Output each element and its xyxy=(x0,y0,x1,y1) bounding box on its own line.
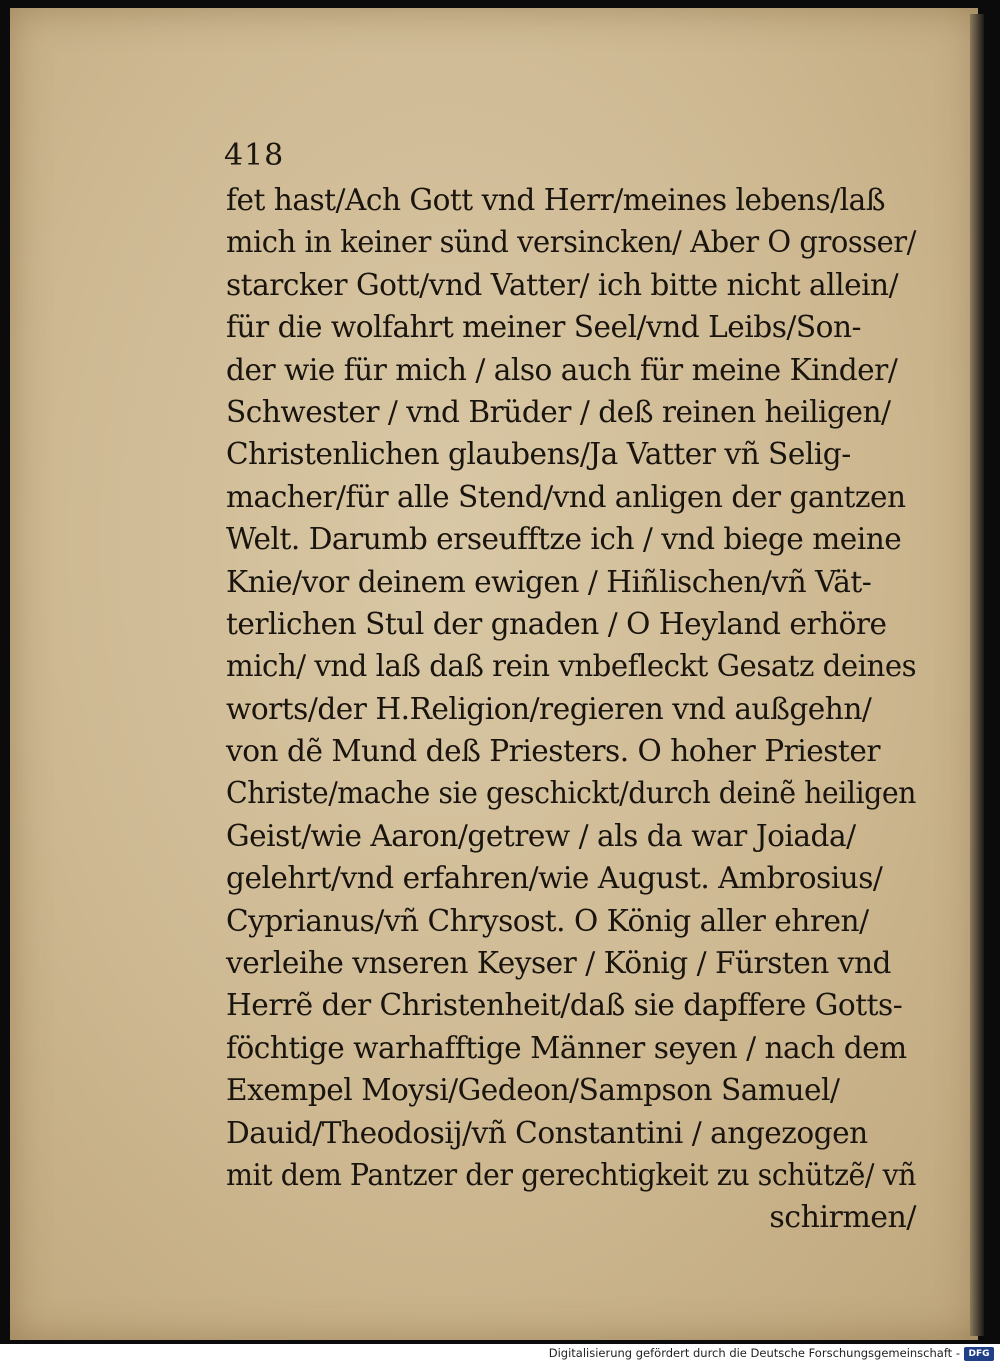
page-edge xyxy=(970,14,984,1336)
text-line: Christenlichen glaubens/Ja Vatter vñ Selig- xyxy=(226,437,851,473)
text-line: starcker Gott/vnd Vatter/ ich bitte nicht allein/ xyxy=(226,267,899,303)
text-line: mich in keiner sünd versincken/ Aber O grosser/ xyxy=(226,225,916,261)
text-line: föchtige warhafftige Männer seyen / nach dem xyxy=(226,1030,907,1066)
text-line: mich/ vnd laß daß rein vnbefleckt Gesatz deines xyxy=(226,649,917,685)
text-line: Exempel Moysi/Gedeon/Sampson Samuel/ xyxy=(226,1073,840,1109)
text-line: Schwester / vnd Brüder / deß reinen heiligen/ xyxy=(226,394,891,430)
text-line: verleihe vnseren Keyser / König / Fürsten vnd xyxy=(226,946,891,982)
text-line: Dauid/Theodosij/vñ Constantini / angezogen xyxy=(226,1115,868,1151)
text-line: gelehrt/vnd erfahren/wie August. Ambrosius/ xyxy=(226,861,883,897)
text-line: worts/der H.Religion/regieren vnd außgehn/ xyxy=(226,691,872,727)
text-line: terlichen Stul der gnaden / O Heyland erhöre xyxy=(226,606,887,642)
text-line: schirmen/ xyxy=(769,1200,916,1236)
text-line: fet hast/Ach Gott vnd Herr/meines lebens/laß xyxy=(226,183,886,218)
text-line: Welt. Darumb erseufftze ich / vnd biege meine xyxy=(226,522,902,558)
text-block xyxy=(226,180,926,1240)
text-line: Cyprianus/vñ Chrysost. O König aller ehren/ xyxy=(226,903,869,939)
text-line: Knie/vor deinem ewigen / Hiñlischen/vñ Vät- xyxy=(226,564,872,600)
text-line: Christe/mache sie geschickt/durch deinẽ heiligen xyxy=(226,776,916,812)
text-line: mit dem Pantzer der gerechtigkeit zu schützẽ/ vñ xyxy=(226,1157,917,1193)
text-line: macher/für alle Stend/vnd anligen der gantzen xyxy=(226,479,906,515)
text-line: der wie für mich / also auch für meine Kinder/ xyxy=(226,352,898,388)
footer xyxy=(0,1344,1000,1365)
page-number: 418 xyxy=(224,138,285,173)
dfg-logo: DFG xyxy=(964,1347,994,1361)
text-line: Herrẽ der Christenheit/daß sie dapffere Gotts- xyxy=(226,988,903,1024)
text-line: von dẽ Mund deß Priesters. O hoher Priester xyxy=(226,734,880,770)
text-line: für die wolfahrt meiner Seel/vnd Leibs/Son- xyxy=(226,310,862,346)
text-line: Geist/wie Aaron/getrew / als da war Joiada/ xyxy=(226,818,856,854)
footer-credit: Digitalisierung gefördert durch die Deutsche Forschungsgemeinschaft - xyxy=(548,1346,960,1360)
